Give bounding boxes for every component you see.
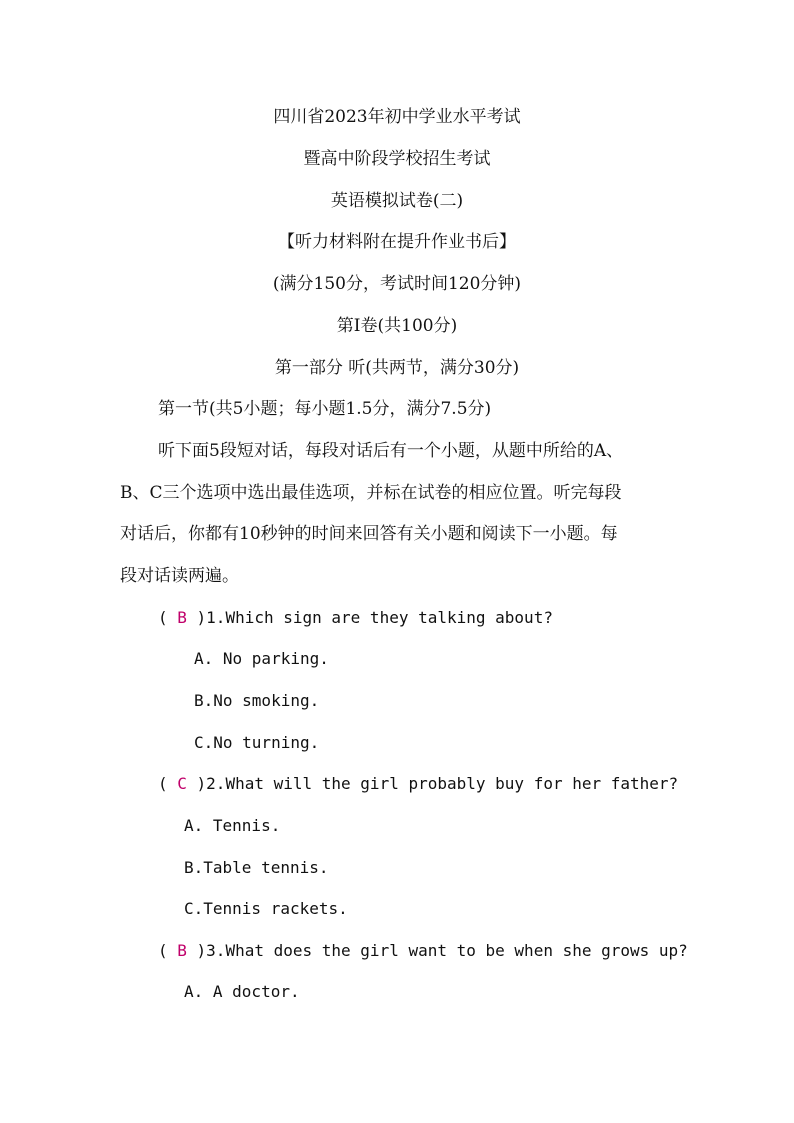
volume-heading: 第Ⅰ卷(共100分) xyxy=(336,316,458,336)
exam-title-line2: 暨高中阶段学校招生考试 xyxy=(303,149,491,169)
option-c: C.Tennis rackets. xyxy=(184,899,348,918)
question-item xyxy=(158,606,553,630)
score-time-info: (满分150分，考试时间120分钟) xyxy=(272,274,522,294)
question-stem: 2.What will the girl probably buy for her father? xyxy=(206,774,679,793)
question-item xyxy=(158,772,678,796)
paren-close: ) xyxy=(186,608,207,627)
paren-open: ( xyxy=(158,774,178,793)
option-a: A. A doctor. xyxy=(184,982,300,1001)
option-b: B.No smoking. xyxy=(194,691,320,710)
paren-close: ) xyxy=(186,774,207,793)
listening-material-note: 【听力材料附在提升作业书后】 xyxy=(278,232,516,252)
answer-mark: B xyxy=(177,941,187,960)
question-stem: 3.What does the girl want to be when she grows up? xyxy=(206,941,688,960)
question-item xyxy=(158,939,688,963)
instruction-line: 段对话读两遍。 xyxy=(120,566,239,586)
instruction-line: B、C三个选项中选出最佳选项，并标在试卷的相应位置。听完每段 xyxy=(120,483,622,503)
answer-mark: C xyxy=(177,774,187,793)
answer-mark: B xyxy=(177,608,187,627)
option-c: C.No turning. xyxy=(194,733,320,752)
paren-close: ) xyxy=(186,941,207,960)
instruction-line: 听下面5段短对话，每段对话后有一个小题，从题中所给的A、 xyxy=(158,441,624,461)
instruction-line: 对话后，你都有10秒钟的时间来回答有关小题和阅读下一小题。每 xyxy=(120,524,618,544)
option-a: A. No parking. xyxy=(194,649,329,668)
exam-title-line1: 四川省2023年初中学业水平考试 xyxy=(273,107,521,127)
option-a: A. Tennis. xyxy=(184,816,281,835)
paren-open: ( xyxy=(158,941,178,960)
section-heading: 第一节(共5小题；每小题1.5分，满分7.5分) xyxy=(158,399,492,419)
exam-subtitle: 英语模拟试卷(二) xyxy=(330,191,464,211)
part-heading: 第一部分 听(共两节，满分30分) xyxy=(274,358,520,378)
option-b: B.Table tennis. xyxy=(184,858,329,877)
paren-open: ( xyxy=(158,608,178,627)
question-stem: 1.Which sign are they talking about? xyxy=(206,608,553,627)
